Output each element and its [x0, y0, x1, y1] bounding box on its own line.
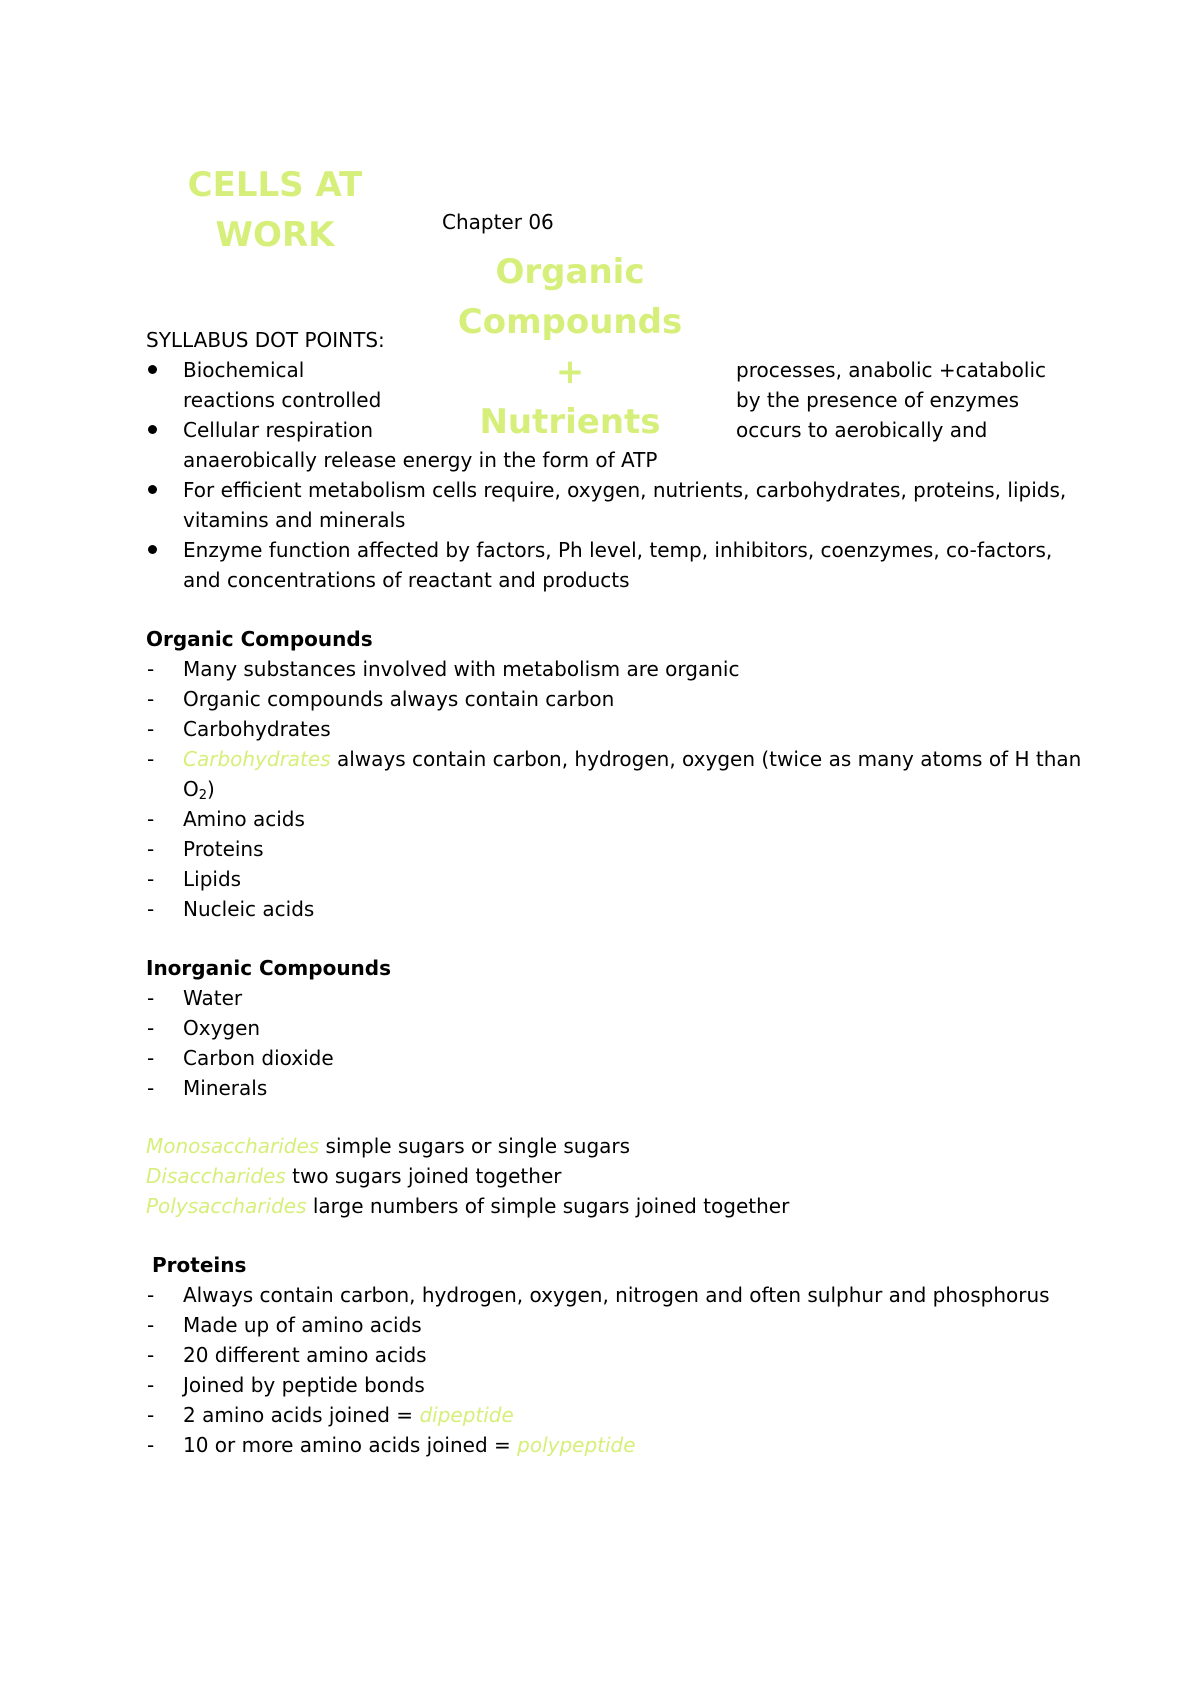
- syllabus-bullet-2-line-2: anaerobically release energy in the form of ATP: [183, 448, 658, 472]
- syllabus-heading: SYLLABUS DOT POINTS:: [146, 328, 385, 352]
- sugar-di-def: two sugars joined together: [285, 1164, 562, 1188]
- organic-item-4-close: ): [207, 777, 215, 801]
- inorganic-item-3: - Carbon dioxide: [183, 1043, 334, 1073]
- inorganic-heading: Inorganic Compounds: [146, 956, 392, 980]
- organic-item-4-rest: always contain carbon, hydrogen, oxygen (twice as many atoms of H than: [330, 747, 1082, 771]
- organic-item-7: - Lipids: [183, 864, 241, 894]
- proteins-item-3: - 20 different amino acids: [183, 1340, 427, 1370]
- doc-title-line-2: WORK: [215, 215, 335, 255]
- organic-item-6: - Proteins: [183, 834, 264, 864]
- proteins-item-4: - Joined by peptide bonds: [183, 1370, 425, 1400]
- proteins-item-6: [183, 1430, 636, 1460]
- organic-heading: Organic Compounds: [146, 627, 373, 651]
- inorganic-item-1: - Water: [183, 983, 242, 1013]
- organic-item-4-subscript: 2: [198, 788, 208, 803]
- sugar-di-term: Disaccharides: [146, 1164, 286, 1188]
- sugar-poly-term: Polysaccharides: [146, 1194, 307, 1218]
- syllabus-bullet-4-line-1: Enzyme function affected by factors, Ph level, temp, inhibitors, coenzymes, co-factors,: [183, 538, 1053, 562]
- organic-item-4: [183, 744, 1081, 774]
- proteins-item-5-term: dipeptide: [419, 1403, 514, 1427]
- proteins-item-2: - Made up of amino acids: [183, 1310, 422, 1340]
- proteins-heading: Proteins: [152, 1253, 247, 1277]
- doc-title-line-1: CELLS AT: [187, 165, 363, 205]
- chapter-title-line-2: Compounds +: [457, 302, 683, 392]
- syllabus-bullet-1: [183, 355, 304, 385]
- chapter-title-line-3: Nutrients: [479, 402, 661, 442]
- chapter-label: Chapter 06: [442, 210, 554, 234]
- inorganic-item-2: - Oxygen: [183, 1013, 260, 1043]
- sugar-mono: [146, 1131, 630, 1161]
- chapter-title: [440, 247, 700, 447]
- organic-item-1: - Many substances involved with metabolism are organic: [183, 654, 739, 684]
- sugar-poly: [146, 1191, 789, 1221]
- chapter-title-line-1: Organic: [495, 252, 645, 292]
- syllabus-bullet-4-line-2: and concentrations of reactant and products: [183, 568, 630, 592]
- proteins-item-6-term: polypeptide: [517, 1433, 636, 1457]
- proteins-item-1: - Always contain carbon, hydrogen, oxygen, nitrogen and often sulphur and phosphorus: [183, 1280, 1050, 1310]
- sugar-poly-def: large numbers of simple sugars joined together: [306, 1194, 790, 1218]
- syllabus-bullet-2-left: Cellular respiration: [183, 418, 373, 442]
- syllabus-bullet-2: [183, 415, 373, 445]
- organic-item-3: - Carbohydrates: [183, 714, 331, 744]
- syllabus-bullet-1-left-1: Biochemical: [183, 358, 305, 382]
- syllabus-bullet-1-left-2: reactions controlled: [183, 388, 382, 412]
- organic-item-5: - Amino acids: [183, 804, 305, 834]
- sugar-di: [146, 1161, 561, 1191]
- inorganic-item-4: - Minerals: [183, 1073, 267, 1103]
- syllabus-bullet-1-right-2: by the presence of enzymes: [736, 388, 1020, 412]
- organic-item-8: - Nucleic acids: [183, 894, 314, 924]
- syllabus-bullet-4: [183, 535, 1052, 565]
- doc-title-cells-at-work: [170, 160, 380, 260]
- syllabus-bullet-1-right-1: processes, anabolic +catabolic: [736, 358, 1047, 382]
- proteins-item-6-text: 10 or more amino acids joined =: [183, 1433, 518, 1457]
- organic-item-4-o: O: [183, 777, 199, 801]
- sugar-mono-def: simple sugars or single sugars: [319, 1134, 631, 1158]
- sugar-mono-term: Monosaccharides: [146, 1134, 320, 1158]
- syllabus-bullet-3-line-2: vitamins and minerals: [183, 508, 406, 532]
- syllabus-bullet-3-line-1: For efficient metabolism cells require, oxygen, nutrients, carbohydrates, proteins, lipids,: [183, 478, 1067, 502]
- syllabus-bullet-3: [183, 475, 1066, 505]
- syllabus-bullet-2-right: occurs to aerobically and: [736, 418, 988, 442]
- organic-item-2: - Organic compounds always contain carbon: [183, 684, 614, 714]
- organic-item-4-highlight: Carbohydrates: [183, 747, 331, 771]
- proteins-item-5-text: 2 amino acids joined =: [183, 1403, 420, 1427]
- proteins-item-5: [183, 1400, 514, 1430]
